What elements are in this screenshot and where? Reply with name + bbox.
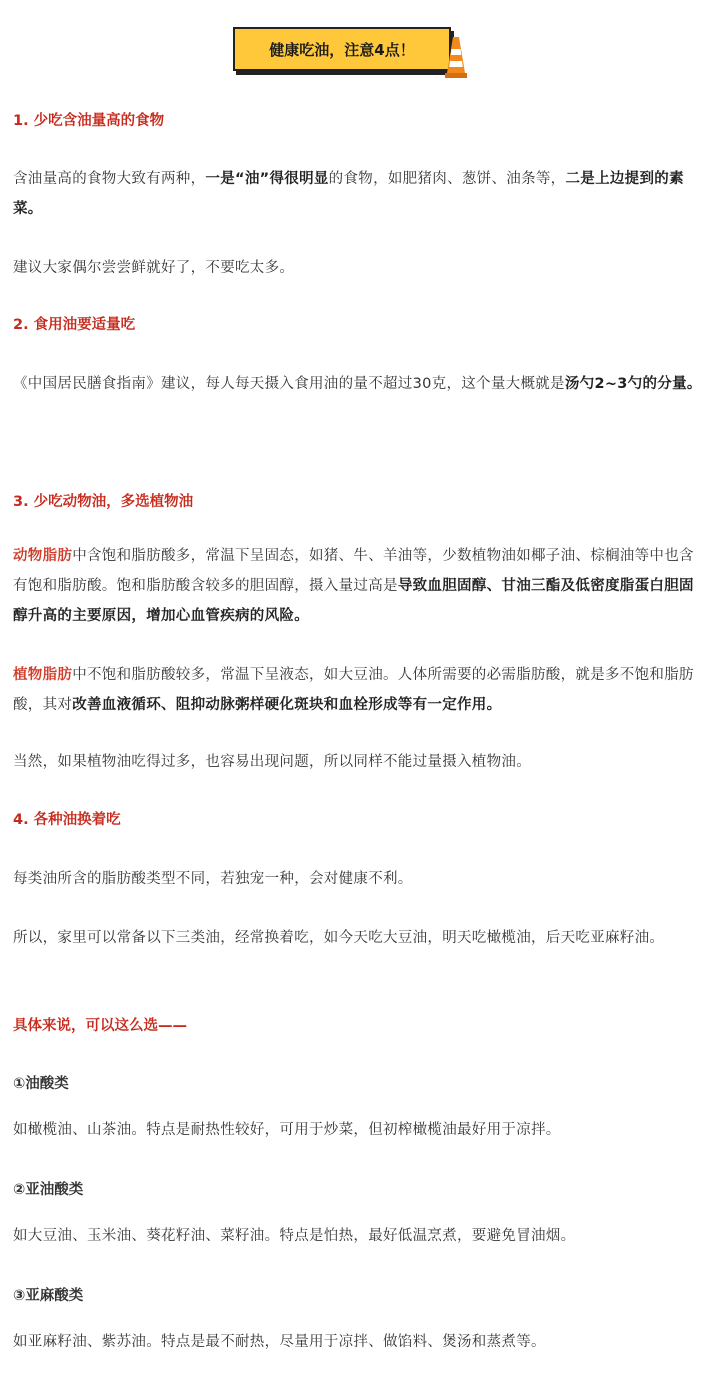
oil-type-1-desc: 如橄榄油、山茶油。特点是耐热性较好，可用于炒菜，但初榨橄榄油最好用于凉拌。 [13,1122,561,1138]
oil-type-1-name: ①油酸类 [13,1076,69,1092]
section-3-paragraph-2: 植物脂肪中不饱和脂肪酸较多，常温下呈液态，如大豆油。人体所需要的必需脂肪酸，就是多不饱和脂肪酸，其对改善血液循环、阻抑动脉粥样硬化斑块和血栓形成等有一定作用。 [13,667,694,713]
oil-type-2-name: ②亚油酸类 [13,1182,84,1198]
section-3-paragraph-3: 当然，如果植物油吃得过多，也容易出现问题，所以同样不能过量摄入植物油。 [13,754,531,770]
section-4-paragraph-1: 每类油所含的脂肪酸类型不同，若独宠一种，会对健康不利。 [13,871,413,887]
section-2-heading: 2. 食用油要适量吃 [13,317,136,333]
page-title: 健康吃油，注意4点！ [233,27,451,71]
section-1-paragraph-2: 建议大家偶尔尝尝鲜就好了，不要吃太多。 [13,260,295,276]
section-1-paragraph-1: 含油量高的食物大致有两种，一是“油”得很明显的食物，如肥猪肉、葱饼、油条等，二是上边提到的素菜。 [13,171,684,217]
section-3-paragraph-1: 动物脂肪中含饱和脂肪酸多，常温下呈固态，如猪、牛、羊油等，少数植物油如椰子油、棕榈油等中也含有饱和脂肪酸。饱和脂肪酸含较多的胆固醇，摄入量过高是导致血胆固醇、甘油三酯及低密度脂蛋白胆固醇升高的主要原因，增加心血管疾病的风险。 [13,548,694,624]
traffic-cone-icon [445,33,467,79]
section-4-paragraph-2: 所以，家里可以常备以下三类油，经常换着吃，如今天吃大豆油，明天吃橄榄油，后天吃亚麻籽油。 [13,930,665,946]
section-1-heading: 1. 少吃含油量高的食物 [13,113,165,129]
section-4-heading: 4. 各种油换着吃 [13,812,121,828]
section-3-heading: 3. 少吃动物油，多选植物油 [13,494,194,510]
section-2-paragraph-1: 《中国居民膳食指南》建议，每人每天摄入食用油的量不超过30克，这个量大概就是汤勺2~3勺的分量。 [13,376,702,392]
oil-type-3-name: ③亚麻酸类 [13,1288,84,1304]
section-4-lead: 具体来说，可以这么选—— [13,1018,187,1034]
title-banner [233,27,469,79]
oil-type-2-desc: 如大豆油、玉米油、葵花籽油、菜籽油。特点是怕热，最好低温烹煮，要避免冒油烟。 [13,1228,576,1244]
oil-type-3-desc: 如亚麻籽油、紫苏油。特点是最不耐热，尽量用于凉拌、做馅料、煲汤和蒸煮等。 [13,1334,546,1350]
